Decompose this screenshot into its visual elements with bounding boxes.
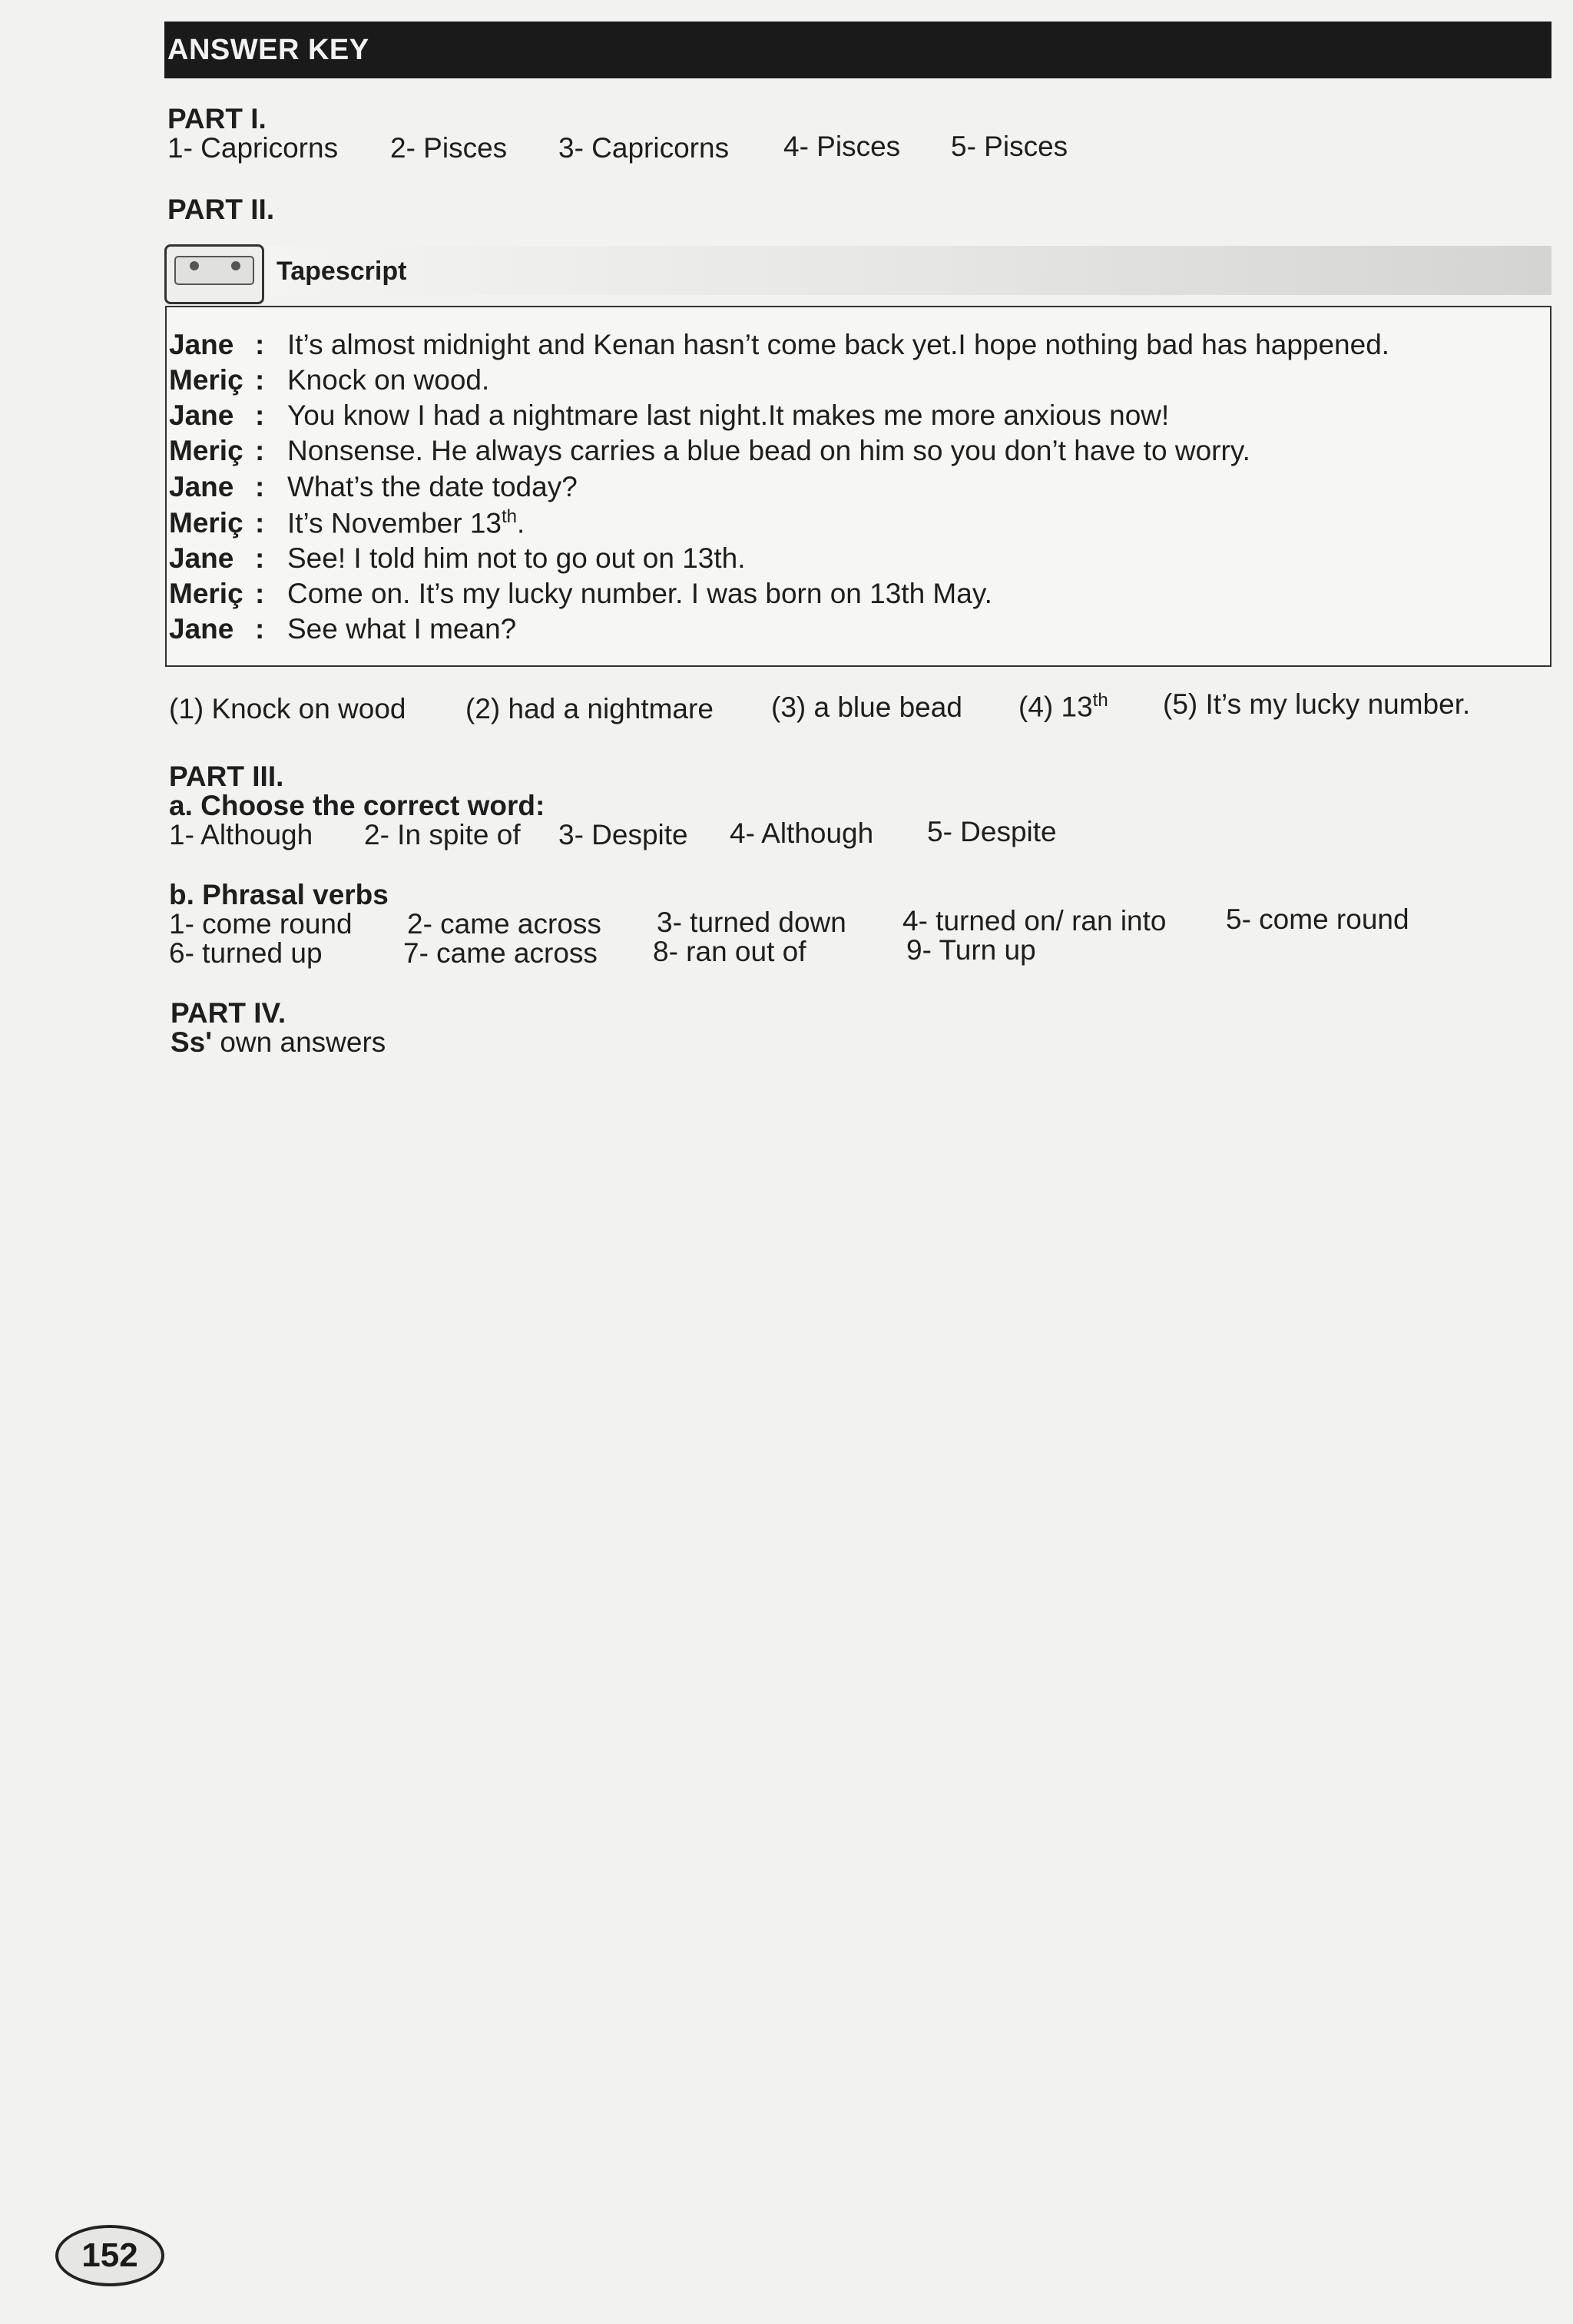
answer-bold: Ss' — [171, 1026, 213, 1058]
part3b-answer-3: 3- turned down — [657, 907, 846, 938]
part2-answer-4 — [1018, 690, 1108, 723]
part3a-answer-1: 1- Although — [169, 819, 313, 850]
dialogue-line: Jane : See! I told him not to go out on 13th. — [169, 542, 746, 574]
answer-key-header: ANSWER KEY — [164, 22, 1551, 78]
speaker: Meriç — [169, 578, 243, 609]
part3b-answer-2: 2- came across — [407, 908, 601, 940]
tapescript-label: Tapescript — [277, 257, 407, 286]
superscript: th — [1092, 690, 1108, 711]
part4-title: PART IV. — [171, 997, 286, 1029]
part4-answer — [171, 1026, 386, 1059]
part3b-answer-9: 9- Turn up — [906, 934, 1036, 966]
part2-answer-5: (5) It’s my lucky number. — [1163, 688, 1471, 720]
line-text: It’s almost midnight and Kenan hasn’t come back yet.I hope nothing bad has happened. — [287, 329, 1390, 360]
part3b-answer-6: 6- turned up — [169, 937, 323, 969]
part3-title: PART III. — [169, 761, 284, 792]
line-text: See what I mean? — [287, 613, 517, 645]
part3b-answer-7: 7- came across — [403, 937, 598, 969]
part3b-answer-4: 4- turned on/ ran into — [902, 905, 1167, 937]
line-text: Knock on wood. — [287, 364, 490, 396]
part3b-title: b. Phrasal verbs — [169, 879, 389, 910]
dialogue-line: Jane : What’s the date today? — [169, 471, 578, 502]
speaker: Jane — [169, 613, 234, 645]
part2-answer-3: (3) a blue bead — [771, 691, 962, 723]
answer-text: (4) 13 — [1018, 691, 1093, 723]
line-text: Nonsense. He always carries a blue bead on him so you don’t have to worry. — [287, 435, 1250, 466]
line-text: You know I had a nightmare last night.It makes me more anxious now! — [287, 399, 1170, 431]
part3b-answer-5: 5- come round — [1226, 903, 1409, 935]
part2-title: PART II. — [167, 194, 275, 225]
speaker: Jane — [169, 329, 234, 360]
part1-answer-5: 5- Pisces — [951, 131, 1068, 162]
speaker: Jane — [169, 399, 234, 431]
part2-answer-1: (1) Knock on wood — [169, 693, 406, 724]
dialogue-line: Meriç : Nonsense. He always carries a blue bead on him so you don’t have to worry. — [169, 435, 1250, 466]
part3a-title: a. Choose the correct word: — [169, 790, 545, 821]
speaker: Jane — [169, 471, 234, 502]
part2-answer-2: (2) had a nightmare — [465, 693, 714, 724]
page-number: 152 — [55, 2225, 164, 2286]
part1-answer-2: 2- Pisces — [390, 132, 508, 164]
speaker: Jane — [169, 542, 234, 574]
part3a-answer-3: 3- Despite — [558, 819, 688, 850]
part3a-answer-5: 5- Despite — [927, 816, 1057, 847]
speaker: Meriç — [169, 364, 243, 396]
line-text: It’s November 13 — [287, 507, 502, 539]
dialogue-line: Jane : See what I mean? — [169, 613, 517, 645]
cassette-icon — [164, 244, 264, 304]
part3b-answer-1: 1- come round — [169, 908, 353, 940]
line-text: Come on. It’s my lucky number. I was born on 13th May. — [287, 578, 992, 609]
part1-title: PART I. — [167, 103, 267, 134]
part3b-answer-8: 8- ran out of — [653, 936, 806, 967]
superscript: th — [502, 506, 518, 527]
part3a-answer-4: 4- Although — [730, 817, 874, 849]
line-text: See! I told him not to go out on 13th. — [287, 542, 746, 574]
part3a-answer-2: 2- In spite of — [364, 819, 521, 850]
dialogue-line: Jane : It’s almost midnight and Kenan hasn’t come back yet.I hope nothing bad has happened. — [169, 329, 1390, 360]
part1-answer-1: 1- Capricorns — [167, 132, 339, 164]
dialogue-line: Meriç : Knock on wood. — [169, 364, 490, 396]
dialogue-line: Meriç : It’s November 13th. — [169, 506, 525, 539]
dialogue-line: Meriç : Come on. It’s my lucky number. I was born on 13th May. — [169, 578, 992, 609]
line-text: What’s the date today? — [287, 471, 578, 502]
part1-answer-4: 4- Pisces — [783, 131, 901, 162]
answer-rest: own answers — [212, 1026, 386, 1058]
speaker: Meriç — [169, 435, 243, 466]
part1-answer-3: 3- Capricorns — [558, 132, 730, 164]
line-text-end: . — [517, 507, 525, 539]
dialogue-line: Jane : You know I had a nightmare last night.It makes me more anxious now! — [169, 399, 1170, 431]
speaker: Meriç — [169, 507, 243, 539]
